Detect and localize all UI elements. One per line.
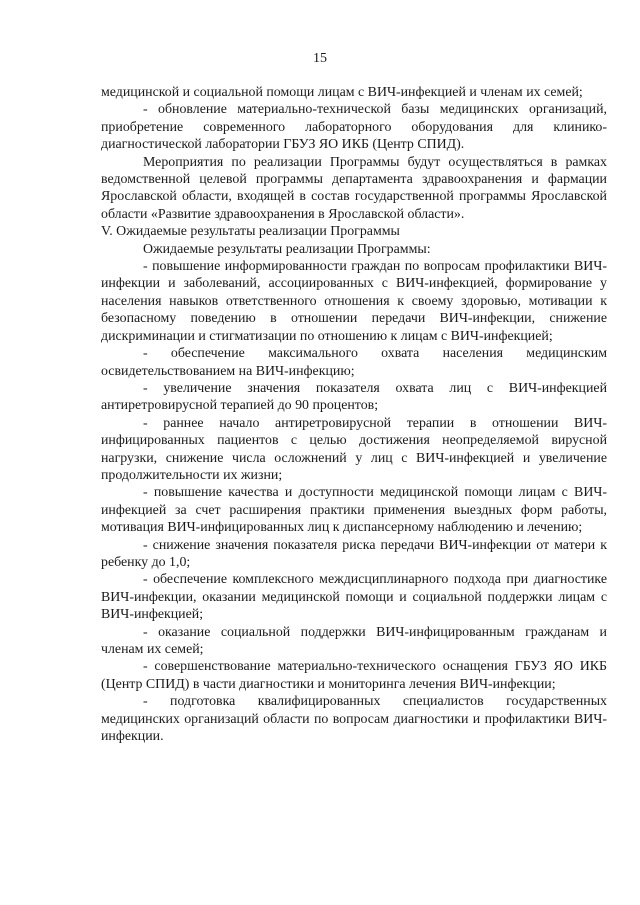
- list-item: - повышение информированности граждан по вопросам профилактики ВИЧ-инфекции и заболеваний, ассоциированных с ВИЧ-инфекцией, формирование у населения навыков ответственного отношения к своему здоровью, мотивации к безопасному поведению в отношении передачи ВИЧ-инфекции, снижение дискриминации и стигматизации по отношению к лицам с ВИЧ-инфекцией;: [101, 259, 607, 344]
- list-item: - подготовка квалифицированных специалистов государственных медицинских организаций области по вопросам диагностики и профилактики ВИЧ-инфекции.: [101, 694, 607, 745]
- section-heading: V. Ожидаемые результаты реализации Программы: [101, 224, 400, 240]
- document-body: [101, 84, 607, 745]
- list-item: - совершенствование материально-технического оснащения ГБУЗ ЯО ИКБ (Центр СПИД) в части диагностики и мониторинга лечения ВИЧ-инфекции;: [101, 659, 607, 692]
- list-item: - обеспечение максимального охвата населения медицинским освидетельствованием на ВИЧ-инфекцию;: [101, 346, 607, 379]
- list-item: - обеспечение комплексного междисциплинарного подхода при диагностике ВИЧ-инфекции, оказании медицинской помощи и социальной поддержки лицам с ВИЧ-инфекцией;: [101, 572, 607, 623]
- list-item: - оказание социальной поддержки ВИЧ-инфицированным гражданам и членам их семей;: [101, 624, 607, 657]
- paragraph: Мероприятия по реализации Программы будут осуществляться в рамках ведомственной целевой программы департамента здравоохранения и фармации Ярославской области, входящей в состав государственной программы Ярославской области «Развитие здравоохранения в Ярославской области».: [101, 154, 607, 222]
- continued-paragraph: медицинской и социальной помощи лицам с ВИЧ-инфекцией и членам их семей;: [101, 85, 583, 100]
- list-item: - раннее начало антиретровирусной терапии в отношении ВИЧ-инфицированных пациентов с целью достижения неопределяемой вирусной нагрузки, снижение числа осложнений у лиц с ВИЧ-инфекцией и увеличение продолжительности их жизни;: [101, 415, 607, 483]
- page-number: 15: [313, 51, 327, 66]
- list-item: - снижение значения показателя риска передачи ВИЧ-инфекции от матери к ребенку до 1,0;: [101, 537, 607, 570]
- list-item: - обновление материально-технической базы медицинских организаций, приобретение современного лабораторного оборудования для клинико-диагностической лаборатории ГБУЗ ЯО ИКБ (Центр СПИД).: [101, 102, 607, 153]
- section-lead: Ожидаемые результаты реализации Программы:: [143, 241, 431, 257]
- list-item: - увеличение значения показателя охвата лиц с ВИЧ-инфекцией антиретровирусной терапией до 90 процентов;: [101, 380, 607, 414]
- list-item: - повышение качества и доступности медицинской помощи лицам с ВИЧ-инфекцией за счет расширения практики применения выездных форм работы, мотивация ВИЧ-инфицированных лиц к диспансерному наблюдению и лечению;: [101, 485, 607, 536]
